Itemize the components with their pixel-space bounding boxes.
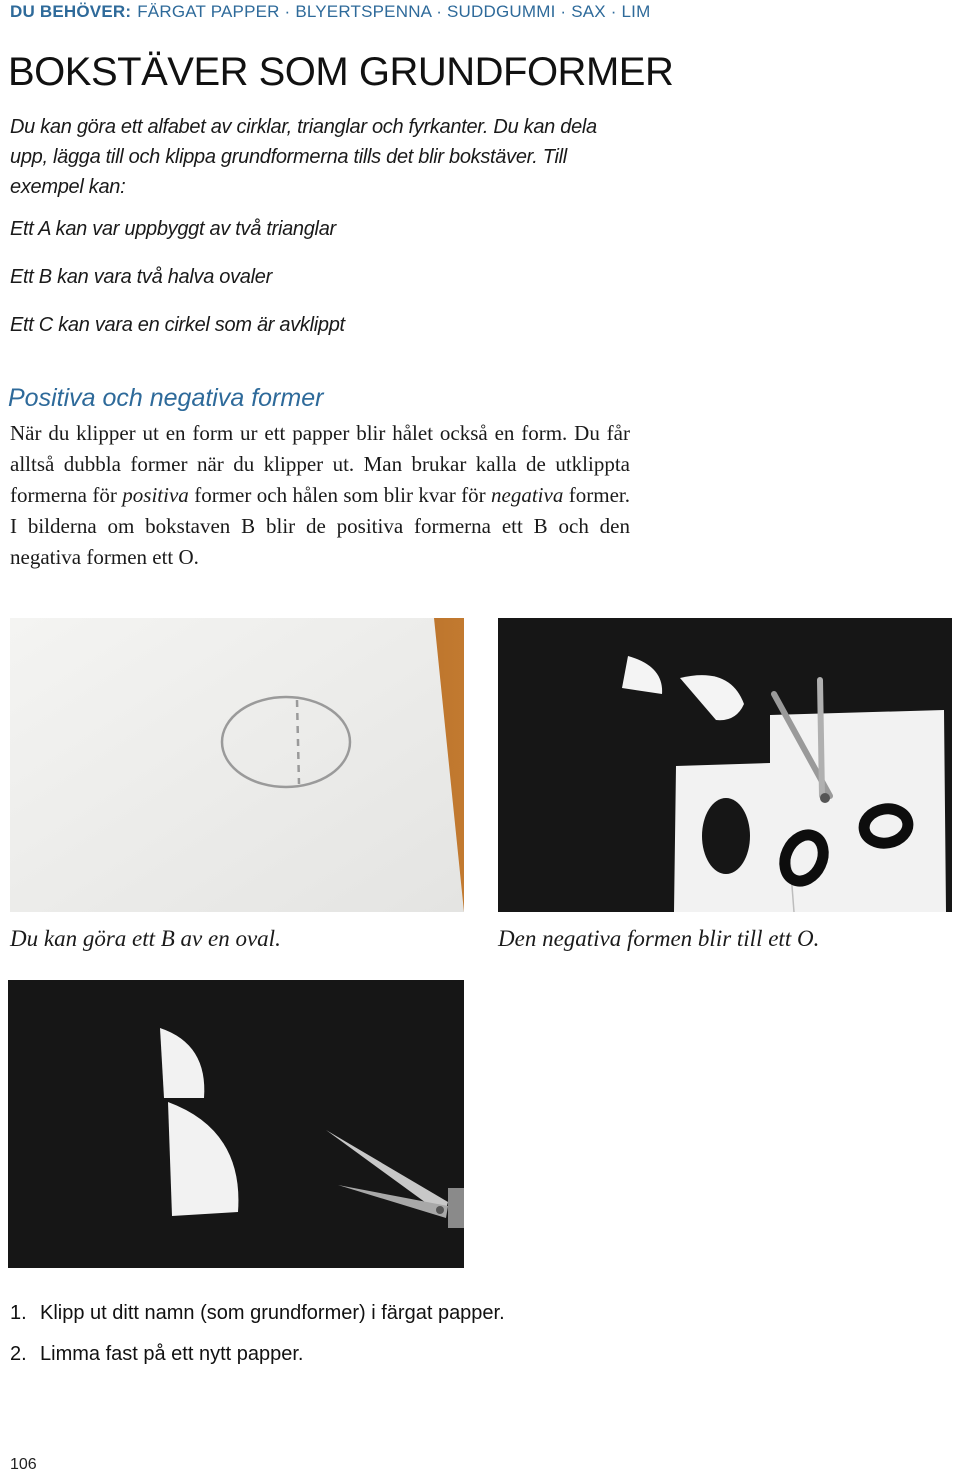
photo-b-shape — [8, 980, 464, 1268]
photo-oval-on-paper — [10, 618, 464, 912]
paragraph-emphasis-positive: positiva — [122, 483, 189, 507]
step-2 — [10, 1343, 303, 1366]
step-text: Limma fast på ett nytt papper. — [40, 1343, 304, 1365]
materials-line — [10, 2, 650, 22]
caption-negative: Den negativa formen blir till ett O. — [498, 926, 820, 951]
paragraph-part: former och hålen som blir kvar för — [188, 483, 492, 507]
caption-oval: Du kan göra ett B av en oval. — [10, 926, 281, 951]
oval-photo-svg — [10, 618, 464, 912]
page-number: 106 — [10, 1456, 37, 1473]
paragraph-part: När du klipper ut en form ur ett papper blir hålet också en form. Du får alltså dubbla former när du klipper ut. Man brukar kalla de utklippta formerna för — [10, 421, 630, 507]
paragraph-emphasis-negative: negativa — [491, 483, 564, 507]
negative-photo-svg — [498, 618, 952, 912]
section-heading: Positiva och negativa former — [8, 384, 324, 412]
oval-hole — [702, 798, 750, 874]
black-background — [8, 980, 464, 1268]
white-paper-sheet — [10, 618, 464, 912]
example-c: Ett C kan vara en cirkel som är avklippt — [10, 314, 345, 336]
page-title: BOKSTÄVER SOM GRUNDFORMER — [8, 50, 674, 94]
photo-negative-shape — [498, 618, 952, 912]
step-text: Klipp ut ditt namn (som grundformer) i färgat papper. — [40, 1302, 505, 1324]
b-photo-svg — [8, 980, 464, 1268]
example-b: Ett B kan vara två halva ovaler — [10, 266, 272, 288]
intro-text: Du kan göra ett alfabet av cirklar, trianglar och fyrkanter. Du kan dela upp, lägga till och klippa grundformerna tills det blir bokstäver. Till exempel kan: — [10, 116, 597, 198]
example-a: Ett A kan var uppbyggt av två trianglar — [10, 218, 336, 240]
step-number: 2. — [10, 1343, 27, 1365]
step-number: 1. — [10, 1302, 27, 1324]
step-1 — [10, 1302, 505, 1325]
materials-list: FÄRGAT PAPPER · BLYERTSPENNA · SUDDGUMMI · SAX · LIM — [137, 2, 651, 21]
section-paragraph — [10, 418, 630, 573]
paragraph-part: former. I bilderna om bokstaven B blir de positiva formerna ett B och den negativa formen ett O. — [10, 483, 630, 569]
materials-label: DU BEHÖVER: — [10, 2, 132, 21]
